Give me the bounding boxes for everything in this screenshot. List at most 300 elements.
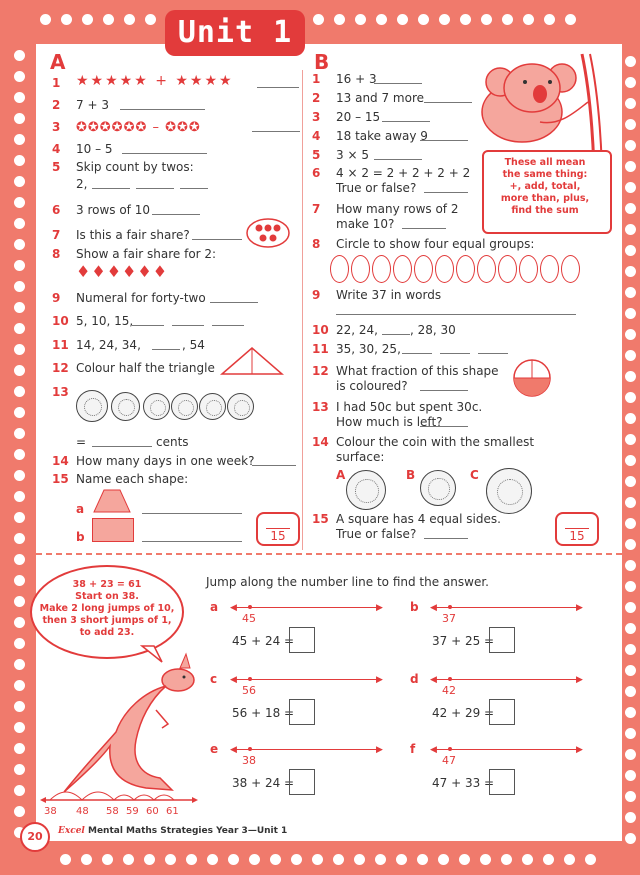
question-number: 12 xyxy=(312,364,329,378)
frame-dot xyxy=(625,581,636,592)
answer-blank[interactable] xyxy=(142,502,242,514)
question-number: 7 xyxy=(52,228,61,242)
hint-line: Make 2 long jumps of 10, xyxy=(39,603,175,614)
equation-text: 47 + 33 = xyxy=(432,776,495,790)
number-line[interactable] xyxy=(432,744,582,766)
frame-dot xyxy=(459,854,470,865)
question-text: 35, 30, 25, xyxy=(336,342,401,356)
frame-dot xyxy=(102,854,113,865)
koala-note xyxy=(484,157,606,217)
question-text: Colour the coin with the smallest xyxy=(336,435,535,449)
question-text: 16 + 3 xyxy=(336,72,377,86)
frame-dot xyxy=(14,638,25,649)
group-oval[interactable] xyxy=(372,255,391,283)
unit-title: Unit 1 xyxy=(165,10,305,56)
number-line-item-d xyxy=(410,672,600,742)
koala-note-line: the same thing: xyxy=(502,169,588,180)
frame-dot xyxy=(565,14,576,25)
frame-dot xyxy=(14,302,25,313)
question-text: Numeral for forty-two xyxy=(76,291,206,305)
answer-blank[interactable] xyxy=(92,177,130,189)
start-point xyxy=(448,747,452,751)
start-label: 37 xyxy=(442,612,456,625)
frame-dot xyxy=(14,617,25,628)
question-number: 9 xyxy=(312,288,321,302)
start-label: 38 xyxy=(242,754,256,767)
frame-dot xyxy=(501,854,512,865)
answer-blank[interactable] xyxy=(92,435,152,447)
frame-dot xyxy=(460,14,471,25)
coin-5c xyxy=(227,393,254,420)
frame-dot xyxy=(228,854,239,865)
question-number: 7 xyxy=(312,202,321,216)
frame-dot xyxy=(14,281,25,292)
frame-dot xyxy=(144,854,155,865)
group-oval[interactable] xyxy=(519,255,538,283)
frame-dot xyxy=(625,350,636,361)
frame-dot xyxy=(291,854,302,865)
frame-dot xyxy=(14,92,25,103)
answer-blank[interactable] xyxy=(152,203,200,215)
frame-dot xyxy=(14,407,25,418)
group-oval[interactable] xyxy=(435,255,454,283)
frame-dot xyxy=(625,434,636,445)
question-text: 13 and 7 more xyxy=(336,91,425,105)
frame-dot xyxy=(14,365,25,376)
frame-dot xyxy=(14,344,25,355)
frame-dot xyxy=(14,113,25,124)
answer-blank[interactable] xyxy=(382,110,430,122)
start-label: 42 xyxy=(442,684,456,697)
frame-dot xyxy=(625,392,636,403)
frame-dot xyxy=(564,854,575,865)
sub-label-a: a xyxy=(76,502,85,516)
b-q12 xyxy=(312,364,612,396)
frame-dot xyxy=(333,854,344,865)
question-text: 3 × 5 xyxy=(336,148,369,162)
question-text: surface: xyxy=(336,450,385,464)
frame-dots-bottom xyxy=(60,854,596,865)
frame-dot xyxy=(625,245,636,256)
frame-dot xyxy=(625,182,636,193)
question-text: Colour half the triangle xyxy=(76,361,215,375)
question-text: What fraction of this shape xyxy=(336,364,499,378)
diamonds-group: ♦♦♦♦♦♦ xyxy=(76,262,169,281)
frame-dot xyxy=(61,14,72,25)
coin-option-b[interactable] xyxy=(420,470,456,506)
footer-brand: Excel xyxy=(58,826,85,836)
hint-line: Start on 38. xyxy=(75,591,139,602)
answer-blank[interactable] xyxy=(120,98,205,110)
question-number: 3 xyxy=(52,120,61,134)
frame-dot xyxy=(14,71,25,82)
question-text: 4 × 2 = 2 + 2 + 2 + 2 xyxy=(336,166,471,180)
question-number: 4 xyxy=(312,129,321,143)
question-text: True or false? xyxy=(336,527,417,541)
a-q8 xyxy=(52,247,302,283)
triangle-shape[interactable] xyxy=(220,346,284,376)
answer-blank[interactable] xyxy=(424,181,468,193)
question-text: Write 37 in words xyxy=(336,288,442,302)
group-oval[interactable] xyxy=(414,255,433,283)
frame-dot xyxy=(14,806,25,817)
frame-dot xyxy=(376,14,387,25)
arrow-left-icon: ◀ xyxy=(230,603,237,613)
frame-dot xyxy=(625,266,636,277)
frame-dot xyxy=(625,77,636,88)
start-point xyxy=(248,747,252,751)
frame-dot xyxy=(14,701,25,712)
frame-dot xyxy=(625,791,636,802)
frame-dot xyxy=(14,134,25,145)
answer-blank[interactable] xyxy=(424,527,468,539)
frame-dot xyxy=(103,14,114,25)
koala-note-line: more than, plus, xyxy=(500,193,590,204)
frame-dot xyxy=(625,812,636,823)
question-number: 10 xyxy=(312,323,329,337)
number-line-axis xyxy=(432,749,582,750)
frame-dot xyxy=(625,686,636,697)
b-q13 xyxy=(312,400,612,432)
frame-dot xyxy=(14,659,25,670)
answer-box[interactable] xyxy=(289,627,315,653)
answer-blank[interactable] xyxy=(440,342,470,354)
frame-dot xyxy=(186,854,197,865)
answer-blank[interactable] xyxy=(136,177,174,189)
frame-dot xyxy=(625,518,636,529)
number-line[interactable] xyxy=(432,674,582,696)
frame-dot xyxy=(313,14,324,25)
question-number: 4 xyxy=(52,142,61,156)
frame-dot xyxy=(60,854,71,865)
jump-label: 48 xyxy=(76,806,89,817)
frame-dot xyxy=(625,308,636,319)
number-line-axis xyxy=(232,607,382,608)
frame-dot xyxy=(625,497,636,508)
frame-dot xyxy=(14,764,25,775)
answer-blank[interactable] xyxy=(132,314,164,326)
frame-dot xyxy=(625,728,636,739)
score-box-b[interactable] xyxy=(555,512,599,546)
jump-label: 59 xyxy=(126,806,139,817)
question-text: , 28, 30 xyxy=(410,323,456,337)
section-c-instruction: Jump along the number line to find the answer. xyxy=(206,575,489,589)
answer-blank[interactable] xyxy=(420,379,468,391)
question-text: 14, 24, 34, xyxy=(76,338,141,352)
answer-blank[interactable] xyxy=(478,342,508,354)
answer-blank[interactable] xyxy=(374,72,422,84)
question-number: 15 xyxy=(52,472,69,486)
frame-dots-left xyxy=(14,50,26,848)
frame-dot xyxy=(625,707,636,718)
answer-blank[interactable] xyxy=(420,415,468,427)
frame-dot xyxy=(14,428,25,439)
question-text: 2, xyxy=(76,177,88,191)
frame-dot xyxy=(480,854,491,865)
frame-dot xyxy=(438,854,449,865)
frame-dot xyxy=(625,770,636,781)
frame-dot xyxy=(625,56,636,67)
answer-box[interactable] xyxy=(289,699,315,725)
answer-blank[interactable] xyxy=(210,291,258,303)
arrow-right-icon: ▶ xyxy=(376,603,383,613)
answer-blank[interactable] xyxy=(402,342,432,354)
question-number: 14 xyxy=(312,435,329,449)
coin-10c xyxy=(111,392,140,421)
frame-dot xyxy=(625,539,636,550)
column-divider xyxy=(302,70,303,550)
frame-dot xyxy=(14,176,25,187)
frame-dot xyxy=(625,749,636,760)
coin-5c xyxy=(143,393,170,420)
question-number: 15 xyxy=(312,512,329,526)
question-number: 6 xyxy=(312,166,321,180)
coin-option-c[interactable] xyxy=(486,468,532,514)
question-number: 11 xyxy=(52,338,69,352)
frame-dots-top xyxy=(40,14,576,25)
frame-dot xyxy=(417,854,428,865)
question-text: make 10? xyxy=(336,217,395,231)
frame-dot xyxy=(625,161,636,172)
answer-blank[interactable] xyxy=(424,91,472,103)
frame-dot xyxy=(81,854,92,865)
question-number: 13 xyxy=(52,385,69,399)
frame-dot xyxy=(14,218,25,229)
group-oval[interactable] xyxy=(330,255,349,283)
frame-dot xyxy=(585,854,596,865)
answer-blank[interactable] xyxy=(122,142,207,154)
question-text: , 54 xyxy=(182,338,205,352)
frame-dot xyxy=(14,743,25,754)
group-oval[interactable] xyxy=(393,255,412,283)
question-number: 1 xyxy=(312,72,321,86)
frame-dot xyxy=(14,386,25,397)
frame-dot xyxy=(625,119,636,130)
jump-label: 58 xyxy=(106,806,119,817)
frame-dot xyxy=(625,224,636,235)
answer-blank[interactable] xyxy=(192,228,242,240)
arrow-right-icon: ▶ xyxy=(376,675,383,685)
frame-dot xyxy=(249,854,260,865)
frame-dot xyxy=(14,512,25,523)
number-line-axis xyxy=(432,607,582,608)
number-line[interactable] xyxy=(432,602,582,624)
frame-dot xyxy=(625,140,636,151)
item-letter: f xyxy=(410,742,416,756)
score-denominator: 15 xyxy=(270,529,286,543)
frame-dot xyxy=(14,449,25,460)
frame-dot xyxy=(625,455,636,466)
coin-option-b-label: B xyxy=(406,468,416,482)
question-text: 3 rows of 10 xyxy=(76,203,150,217)
arrow-right-icon: ▶ xyxy=(576,745,583,755)
number-line[interactable] xyxy=(232,602,382,624)
frame-dot xyxy=(625,287,636,298)
fair-share-picture xyxy=(246,218,290,248)
question-text: Name each shape: xyxy=(76,472,189,486)
question-text: = xyxy=(76,435,87,449)
answer-blank[interactable] xyxy=(336,303,576,315)
frame-dot xyxy=(14,260,25,271)
group-oval[interactable] xyxy=(498,255,517,283)
item-letter: d xyxy=(410,672,419,686)
arrow-right-icon: ▶ xyxy=(576,603,583,613)
footer-text xyxy=(58,826,287,836)
arrow-left-icon: ◀ xyxy=(230,745,237,755)
frame-dot xyxy=(14,596,25,607)
question-text: 10 – 5 xyxy=(76,142,113,156)
group-oval[interactable] xyxy=(561,255,580,283)
frame-dot xyxy=(544,14,555,25)
a-q5 xyxy=(52,160,302,192)
question-text: 22, 24, xyxy=(336,323,378,337)
frame-dot xyxy=(625,371,636,382)
frame-dot xyxy=(502,14,513,25)
answer-blank[interactable] xyxy=(172,314,204,326)
item-letter: a xyxy=(210,600,219,614)
question-number: 14 xyxy=(52,454,69,468)
arrow-left-icon: ◀ xyxy=(430,675,437,685)
frame-dot xyxy=(14,680,25,691)
group-oval[interactable] xyxy=(540,255,559,283)
number-line[interactable] xyxy=(232,744,382,766)
question-text: cents xyxy=(156,435,189,449)
fraction-circle xyxy=(512,358,552,398)
answer-blank[interactable] xyxy=(180,177,208,189)
question-text: True or false? xyxy=(336,181,417,195)
number-line-item-c xyxy=(210,672,400,742)
start-label: 56 xyxy=(242,684,256,697)
frame-dot xyxy=(481,14,492,25)
section-divider xyxy=(36,553,622,555)
answer-blank[interactable] xyxy=(374,148,422,160)
start-point xyxy=(448,677,452,681)
question-number: 12 xyxy=(52,361,69,375)
answer-box[interactable] xyxy=(489,769,515,795)
question-number: 1 xyxy=(52,76,61,90)
question-number: 5 xyxy=(52,160,61,174)
frame-dot xyxy=(145,14,156,25)
answer-blank[interactable] xyxy=(142,530,242,542)
item-letter: b xyxy=(410,600,419,614)
answer-box[interactable] xyxy=(489,699,515,725)
coin-5c xyxy=(199,393,226,420)
group-oval[interactable] xyxy=(477,255,496,283)
frame-dot xyxy=(14,50,25,61)
frame-dot xyxy=(625,833,636,844)
frame-dot xyxy=(397,14,408,25)
frame-dot xyxy=(625,623,636,634)
frame-dot xyxy=(14,533,25,544)
question-number: 5 xyxy=(312,148,321,162)
answer-blank[interactable] xyxy=(252,120,300,132)
question-text: Is this a fair share? xyxy=(76,228,190,242)
flowers-group: ✪✪✪✪✪✪ – ✪✪✪ xyxy=(76,120,201,135)
answer-box[interactable] xyxy=(489,627,515,653)
arrow-right-icon: ▶ xyxy=(576,675,583,685)
coin-option-a-label: A xyxy=(336,468,346,482)
question-text: How many days in one week? xyxy=(76,454,255,468)
frame-dot xyxy=(439,14,450,25)
frame-dot xyxy=(82,14,93,25)
number-line-item-b xyxy=(410,600,600,670)
group-oval[interactable] xyxy=(351,255,370,283)
score-box-a[interactable] xyxy=(256,512,300,546)
question-number: 3 xyxy=(312,110,321,124)
number-line[interactable] xyxy=(232,674,382,696)
group-oval[interactable] xyxy=(456,255,475,283)
coin-option-c-label: C xyxy=(470,468,479,482)
equation-text: 38 + 24 = xyxy=(232,776,295,790)
frame-dot xyxy=(207,854,218,865)
frame-dot xyxy=(14,197,25,208)
ovals-to-group[interactable] xyxy=(330,255,580,283)
koala-note-line: These all mean xyxy=(504,157,586,168)
frame-dot xyxy=(14,575,25,586)
trapezium-shape xyxy=(92,488,132,514)
frame-dot xyxy=(14,155,25,166)
frame-dot xyxy=(14,491,25,502)
answer-box[interactable] xyxy=(289,769,315,795)
footer-title: Mental Maths Strategies Year 3—Unit 1 xyxy=(88,826,288,836)
question-number: 8 xyxy=(52,247,61,261)
start-point xyxy=(448,605,452,609)
number-line-item-a xyxy=(210,600,400,670)
start-point xyxy=(248,605,252,609)
question-text: I had 50c but spent 30c. xyxy=(336,400,483,414)
answer-blank[interactable] xyxy=(212,314,244,326)
sub-label-b: b xyxy=(76,530,85,544)
answer-blank[interactable] xyxy=(420,129,468,141)
item-letter: c xyxy=(210,672,218,686)
question-text: 18 take away 9 xyxy=(336,129,428,143)
jump-label: 61 xyxy=(166,806,179,817)
score-denominator: 15 xyxy=(569,529,585,543)
stars-group: ★★★★★ + ★★★★ xyxy=(76,73,234,89)
number-line-axis xyxy=(432,679,582,680)
jump-label: 60 xyxy=(146,806,159,817)
frame-dot xyxy=(14,239,25,250)
frame-dot xyxy=(312,854,323,865)
answer-blank[interactable] xyxy=(402,217,446,229)
question-number: 13 xyxy=(312,400,329,414)
frame-dot xyxy=(123,854,134,865)
frame-dot xyxy=(124,14,135,25)
question-text: A square has 4 equal sides. xyxy=(336,512,501,526)
start-point xyxy=(248,677,252,681)
question-number: 8 xyxy=(312,237,321,251)
number-line-item-e xyxy=(210,742,400,812)
answer-blank[interactable] xyxy=(252,454,296,466)
frame-dot xyxy=(14,470,25,481)
answer-blank[interactable] xyxy=(382,323,410,335)
answer-blank[interactable] xyxy=(152,338,180,350)
number-line-axis xyxy=(232,749,382,750)
frame-dot xyxy=(522,854,533,865)
frame-dot xyxy=(418,14,429,25)
coin-option-a[interactable] xyxy=(346,470,386,510)
answer-blank[interactable] xyxy=(257,76,299,88)
frame-dot xyxy=(14,554,25,565)
item-letter: e xyxy=(210,742,219,756)
start-label: 47 xyxy=(442,754,456,767)
koala-note-line: find the sum xyxy=(511,205,579,216)
frame-dot xyxy=(625,329,636,340)
frame-dot xyxy=(354,854,365,865)
section-b-letter: B xyxy=(314,50,330,74)
frame-dot xyxy=(396,854,407,865)
question-text: 5, 10, 15, xyxy=(76,314,134,328)
